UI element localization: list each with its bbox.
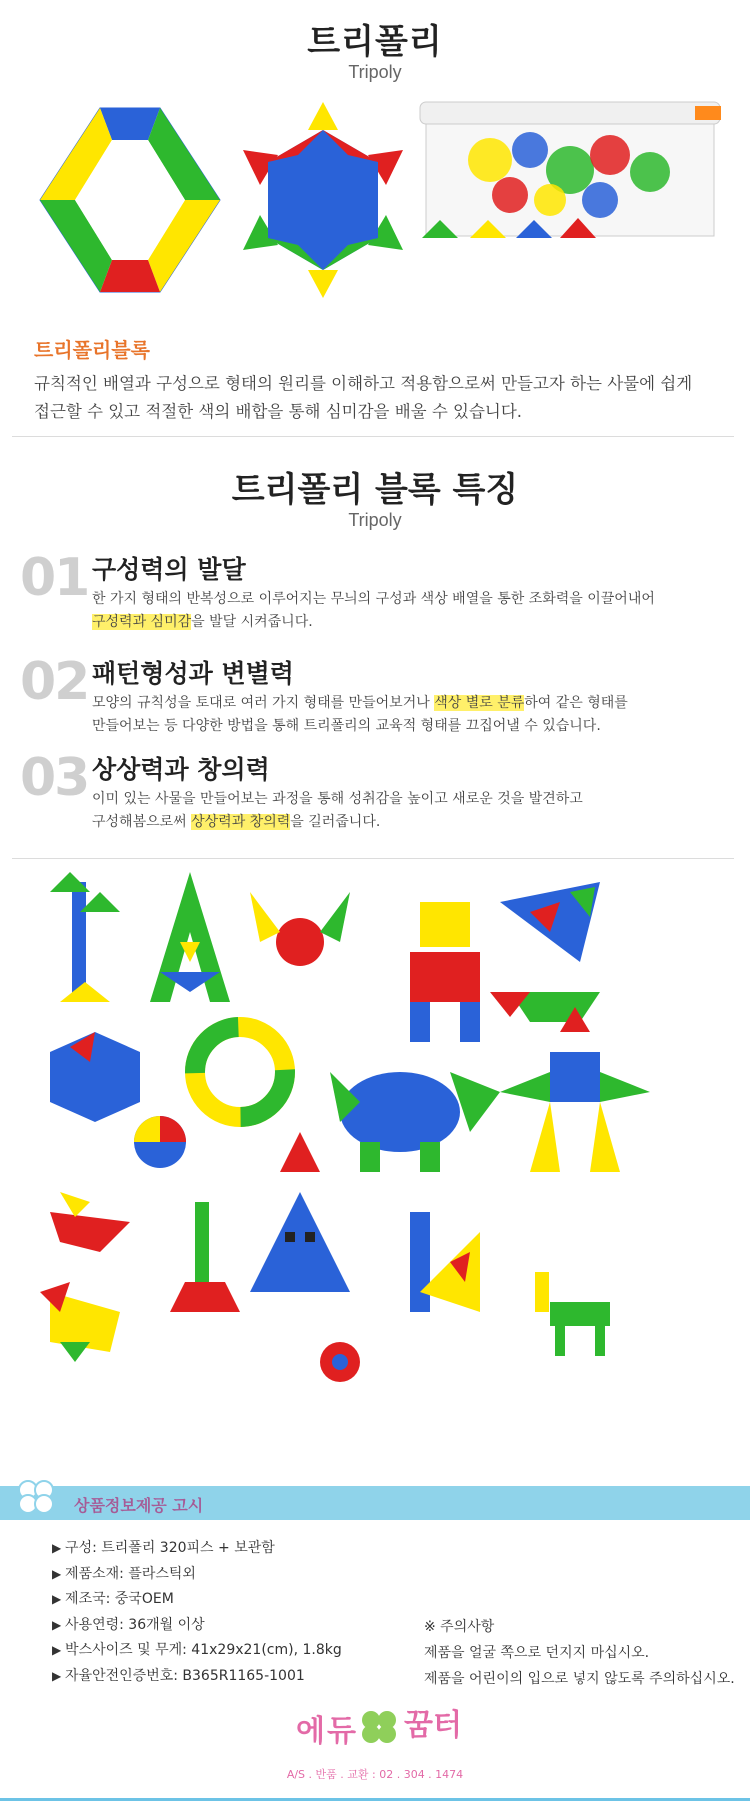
feature-desc xyxy=(92,692,628,714)
caution-line: 제품을 얼굴 쪽으로 던지지 마십시오. xyxy=(424,1645,650,1661)
notice-bar xyxy=(0,1486,750,1520)
intro-title: 트리폴리블록 xyxy=(34,338,150,362)
logo-clover-icon xyxy=(354,1704,404,1752)
star-shape-photo xyxy=(238,100,408,300)
logo-text: 에듀 xyxy=(296,1714,358,1749)
feature-desc-text: 을 발달 시켜줍니다. xyxy=(191,614,313,630)
bottom-border xyxy=(0,1798,750,1801)
feature-desc-text: 구성해봄으로써 xyxy=(92,814,192,830)
feature-number: 01 xyxy=(20,548,89,608)
intro-text-line: 접근할 수 있고 적절한 색의 배합을 통해 심미감을 배울 수 있습니다. xyxy=(34,402,523,421)
hexagon-ring-photo xyxy=(30,100,230,300)
storage-box-photo xyxy=(410,100,730,300)
feature-desc xyxy=(92,811,380,833)
spec-item: ▶ 사용연령: 36개월 이상 xyxy=(52,1613,342,1639)
spec-item: ▶ 박스사이즈 및 무게: 41x29x21(cm), 1.8kg xyxy=(52,1638,342,1664)
page-title: 트리폴리 xyxy=(307,22,443,62)
spec-list xyxy=(52,1536,342,1689)
as-contact: A/S . 반품 . 교환 : 02 . 304 . 1474 xyxy=(286,1768,464,1781)
feature-item xyxy=(20,652,730,742)
spec-item: ▶ 제조국: 중국OEM xyxy=(52,1587,342,1613)
brand-logo xyxy=(0,1700,750,1800)
feature-title: 패턴형성과 변별력 xyxy=(92,659,294,688)
feature-title: 구성력의 발달 xyxy=(92,555,246,584)
feature-desc: 만들어보는 등 다양한 방법을 통해 트리폴리의 교육적 형태를 끄집어낼 수 있습니다. xyxy=(92,718,601,734)
intro-text-line: 규칙적인 배열과 구성으로 형태의 원리를 이해하고 적용함으로써 만들고자 하는 사물에 쉽게 xyxy=(34,374,693,393)
caution-title: ※ 주의사항 xyxy=(424,1619,495,1635)
spec-item: ▶ 구성: 트리폴리 320피스 + 보관함 xyxy=(52,1536,342,1562)
feature-item xyxy=(20,748,730,838)
feature-desc-text: 하여 같은 형태를 xyxy=(524,695,628,711)
page-subtitle: Tripoly xyxy=(348,62,402,82)
feature-number: 02 xyxy=(20,652,89,712)
feature-desc xyxy=(92,611,313,633)
feature-highlight: 구성력과 심미감 xyxy=(92,614,192,630)
spec-item: ▶ 자율안전인증번호: B365R1165-1001 xyxy=(52,1664,342,1690)
logo-text: 꿈터 xyxy=(404,1708,462,1743)
feature-desc: 이미 있는 사물을 만들어보는 과정을 통해 성취감을 높이고 새로운 것을 발견하고 xyxy=(92,791,583,807)
feature-desc-text: 을 길러줍니다. xyxy=(290,814,381,830)
feature-highlight: 색상 별로 분류 xyxy=(434,695,525,711)
spec-item: ▶ 제품소재: 플라스틱외 xyxy=(52,1562,342,1588)
feature-highlight: 상상력과 창의력 xyxy=(191,814,291,830)
caution-block xyxy=(424,1614,735,1692)
feature-title: 상상력과 창의력 xyxy=(92,755,270,784)
features-title: 트리폴리 블록 특징 xyxy=(231,470,519,510)
feature-item xyxy=(20,548,730,638)
feature-desc: 한 가지 형태의 반복성으로 이루어지는 무늬의 구성과 색상 배열을 통한 조화력을 이끌어내어 xyxy=(92,591,655,607)
example-shapes-photo xyxy=(40,872,720,1452)
caution-line: 제품을 어린이의 입으로 넣지 않도록 주의하십시오. xyxy=(424,1671,735,1687)
clover-icon xyxy=(12,1476,60,1520)
intro-text xyxy=(34,370,734,426)
notice-title: 상품정보제공 고시 xyxy=(74,1496,204,1515)
divider xyxy=(12,858,734,859)
divider xyxy=(12,436,734,437)
features-subtitle: Tripoly xyxy=(348,510,402,530)
feature-desc-text: 모양의 규칙성을 토대로 여러 가지 형태를 만들어보거나 xyxy=(92,695,435,711)
feature-number: 03 xyxy=(20,748,89,808)
